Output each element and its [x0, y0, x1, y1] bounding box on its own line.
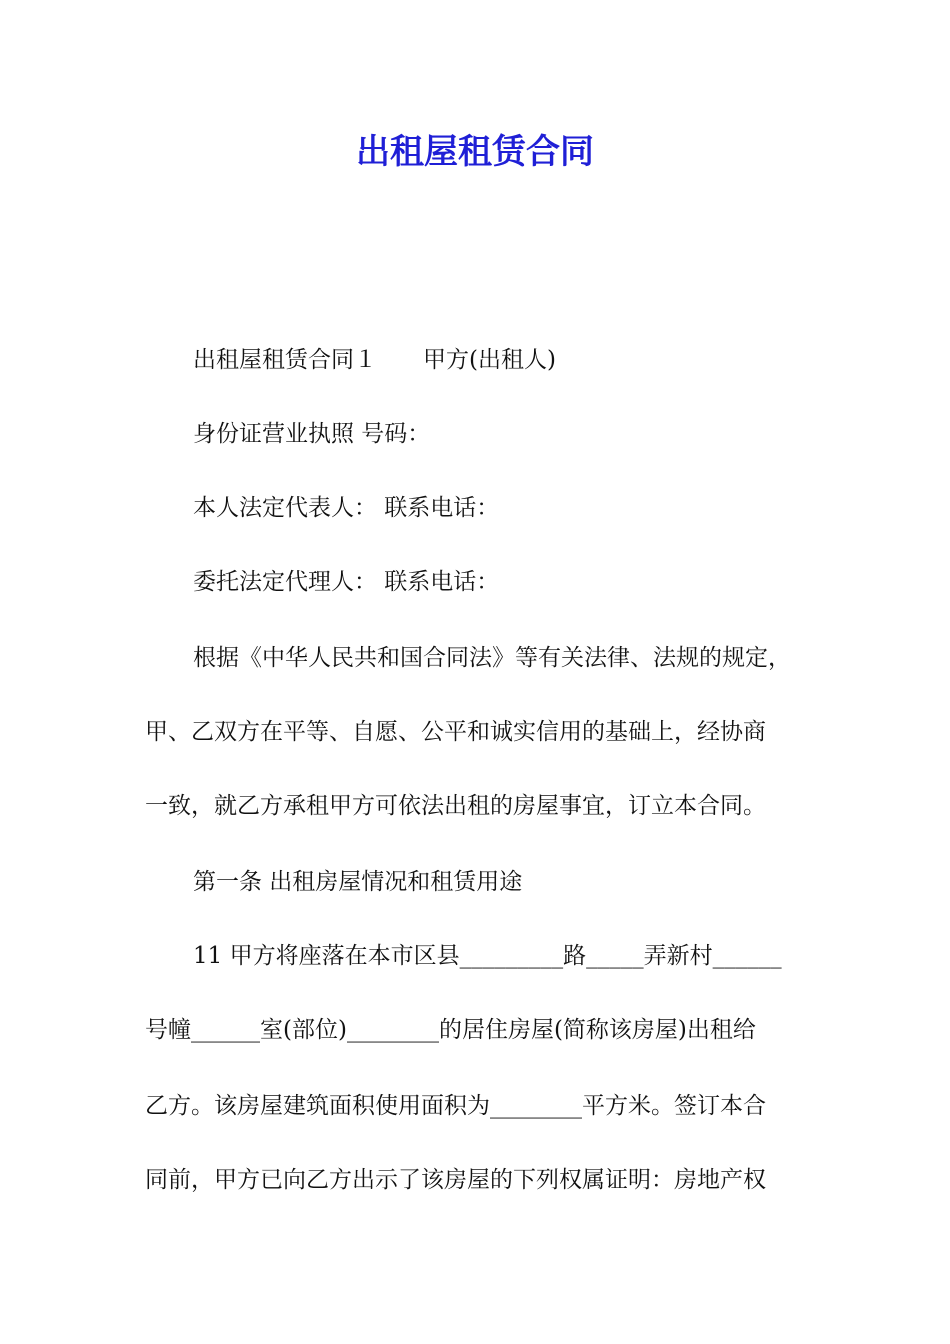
authorized-agent-line: 委托法定代理人： 联系电话：: [193, 569, 500, 595]
clause-1-1-line-2: 号幢______室(部位)________的居住房屋(简称该房屋)出租给: [145, 1017, 756, 1043]
preamble-line-3: 一致，就乙方承租甲方可依法出租的房屋事宜，订立本合同。: [145, 793, 766, 819]
clause-1-1-line-3: 乙方。该房屋建筑面积使用面积为________平方米。签订本合: [145, 1093, 766, 1119]
party-a-line: 出租屋租赁合同１ 甲方(出租人): [193, 347, 556, 373]
id-number-line: 身份证营业执照 号码：: [193, 421, 431, 447]
document-title: 出租屋租赁合同: [356, 132, 594, 172]
clause-1-1-line-4: 同前，甲方已向乙方出示了该房屋的下列权属证明：房地产权: [145, 1167, 766, 1193]
article-one-heading: 第一条 出租房屋情况和租赁用途: [193, 869, 523, 895]
clause-1-1-line-1: 11 甲方将座落在本市区县_________路_____弄新村______: [193, 943, 782, 969]
legal-representative-line: 本人法定代表人： 联系电话：: [193, 495, 500, 521]
preamble-line-1: 根据《中华人民共和国合同法》等有关法律、法规的规定，: [193, 645, 791, 671]
preamble-line-2: 甲、乙双方在平等、自愿、公平和诚实信用的基础上，经协商: [145, 719, 766, 745]
